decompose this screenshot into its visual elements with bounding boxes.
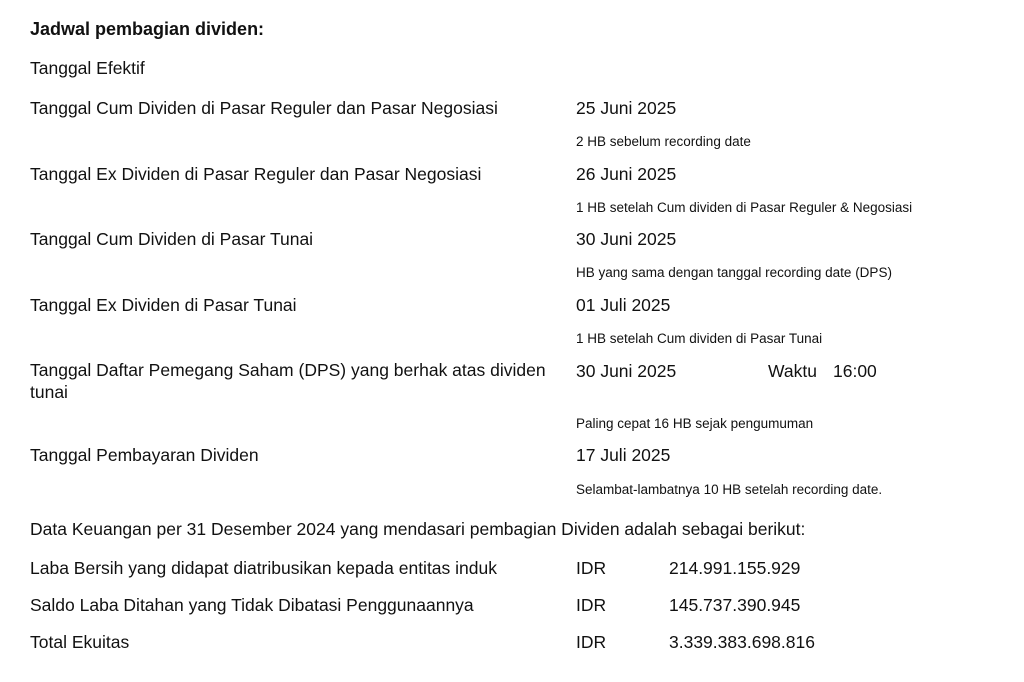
schedule-label: Tanggal Daftar Pemegang Saham (DPS) yang berhak atas dividen tunai [30,360,546,402]
financial-currency: IDR [576,595,607,615]
time-value: 16:00 [833,361,877,381]
schedule-note: HB yang sama dengan tanggal recording date (DPS) [576,265,892,280]
schedule-note: Selambat-lambatnya 10 HB setelah recording date. [576,482,883,497]
financial-amount: 3.339.383.698.816 [669,632,815,652]
schedule-label: Tanggal Cum Dividen di Pasar Reguler dan Pasar Negosiasi [30,98,498,118]
financial-amount: 145.737.390.945 [669,595,801,615]
financial-label: Saldo Laba Ditahan yang Tidak Dibatasi Penggunaannya [30,595,474,615]
schedule-date: 01 Juli 2025 [576,295,671,315]
schedule-date: 25 Juni 2025 [576,98,677,118]
schedule-date: 30 Juni 2025 [576,229,677,249]
schedule-label: Tanggal Ex Dividen di Pasar Reguler dan Pasar Negosiasi [30,164,482,184]
financial-currency: IDR [576,558,607,578]
schedule-date: 17 Juli 2025 [576,445,671,465]
schedule-note: 1 HB setelah Cum dividen di Pasar Reguler & Negosiasi [576,200,913,215]
financial-intro: Data Keuangan per 31 Desember 2024 yang mendasari pembagian Dividen adalah sebagai berikut: [30,519,806,539]
schedule-note: 2 HB sebelum recording date [576,134,751,149]
schedule-note: Paling cepat 16 HB sejak pengumuman [576,416,814,431]
schedule-date: 30 Juni 2025 [576,361,677,381]
effective-date-label: Tanggal Efektif [30,58,145,78]
schedule-heading: Jadwal pembagian dividen: [30,19,265,39]
financial-label: Total Ekuitas [30,632,130,652]
schedule-date: 26 Juni 2025 [576,164,677,184]
financial-amount: 214.991.155.929 [669,558,801,578]
financial-currency: IDR [576,632,607,652]
financial-label: Laba Bersih yang didapat diatribusikan kepada entitas induk [30,558,497,578]
schedule-label: Tanggal Pembayaran Dividen [30,445,259,465]
schedule-note: 1 HB setelah Cum dividen di Pasar Tunai [576,331,823,346]
time-label: Waktu [768,361,817,381]
schedule-label: Tanggal Cum Dividen di Pasar Tunai [30,229,314,249]
schedule-label: Tanggal Ex Dividen di Pasar Tunai [30,295,297,315]
